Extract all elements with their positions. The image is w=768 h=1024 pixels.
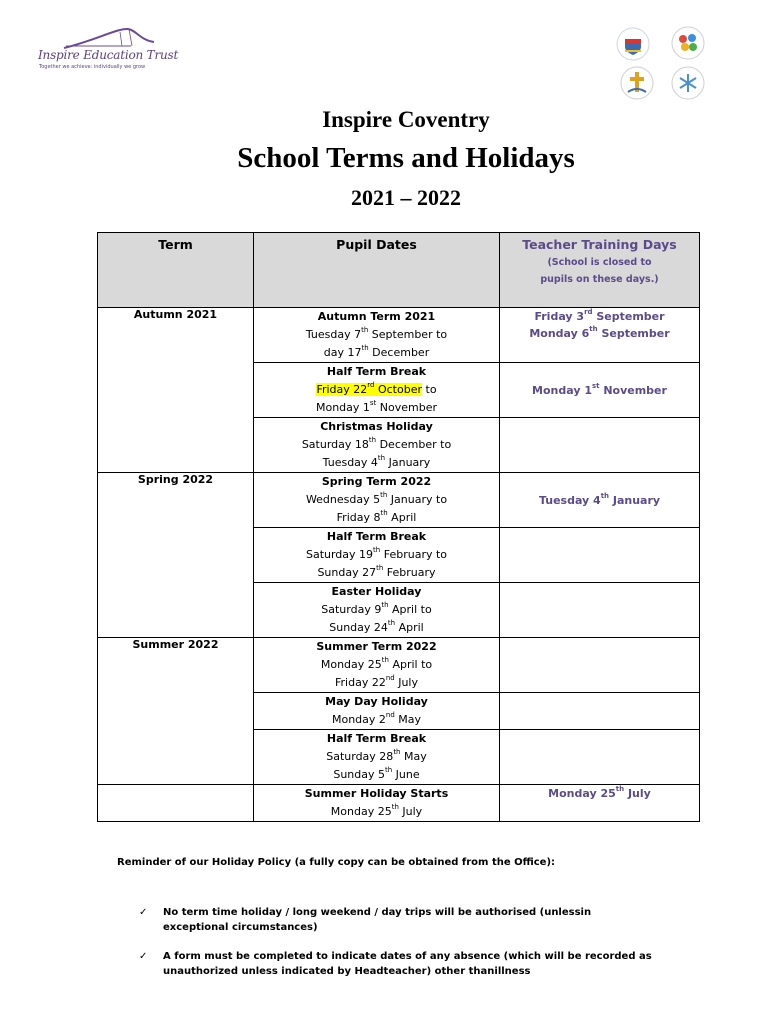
period-title: Christmas Holiday: [320, 420, 433, 433]
school-crest-1-icon: [616, 27, 650, 61]
logo-tagline: Together we achieve: individually we grow: [39, 64, 146, 70]
policy-item-text: No term time holiday / long weekend / day trips will be authorised (unlessin exceptional circumstances): [163, 907, 592, 933]
period-title: Half Term Break: [326, 732, 427, 745]
term-summer: Summer 2022: [98, 638, 254, 785]
pupil-dates-cell: [254, 418, 500, 473]
period-start: Saturday 19th February to: [305, 546, 448, 561]
pupil-dates-cell: [254, 308, 500, 363]
training-day: Friday 3rd September: [534, 308, 665, 323]
period-title: May Day Holiday: [325, 695, 428, 708]
policy-item-text: A form must be completed to indicate dates of any absence (which will be recorded as unauthorized unless indicated by Headteacher) other thanillness: [163, 951, 652, 977]
term-autumn: Autumn 2021: [98, 308, 254, 473]
term-dates-table: [97, 232, 700, 822]
period-end: Sunday 5th June: [333, 766, 420, 781]
pupil-dates-cell: [254, 785, 500, 822]
period-title: Half Term Break: [326, 365, 427, 378]
pupil-dates-cell: [254, 583, 500, 638]
period-title: Half Term Break: [326, 530, 427, 543]
pupil-dates-cell: [254, 693, 500, 730]
teacher-training-cell: [500, 363, 700, 418]
period-end: Monday 1st November: [315, 399, 438, 414]
teacher-training-cell: [500, 693, 700, 730]
period-start: Tuesday 7th September to: [305, 326, 448, 341]
pupil-dates-cell: [254, 638, 500, 693]
training-day: Monday 25th July: [548, 785, 651, 800]
period-end: Tuesday 4th January: [322, 454, 431, 469]
period-title: Summer Holiday Starts: [304, 787, 449, 800]
teacher-training-cell: [500, 528, 700, 583]
holiday-policy-title: Reminder of our Holiday Policy (a fully copy can be obtained from the Office):: [117, 857, 556, 868]
training-day: Monday 6th September: [529, 325, 670, 340]
teacher-training-note: [500, 254, 699, 288]
pupil-dates-cell: [254, 730, 500, 785]
table-row: [98, 638, 700, 693]
period-title: Autumn Term 2021: [317, 310, 436, 323]
teacher-training-cell: [500, 785, 700, 822]
teacher-training-column-header: [500, 233, 700, 308]
period-start: Friday 22rd October to: [316, 381, 437, 396]
snowflake-badge-icon: [671, 66, 705, 100]
period-end: Sunday 27th February: [317, 564, 436, 579]
teacher-training-cell: [500, 583, 700, 638]
table-header-row: [98, 233, 700, 308]
inspire-education-trust-logo: [36, 26, 186, 76]
pupil-dates-cell: [254, 473, 500, 528]
table-row: [98, 308, 700, 363]
pupil-dates-cell: [254, 363, 500, 418]
academic-year: 2021 – 2022: [351, 185, 461, 210]
period-start: Monday 2nd May: [331, 711, 422, 726]
pupil-dates-cell: [254, 528, 500, 583]
training-day: Tuesday 4th January: [538, 491, 661, 507]
highlighted-date: Friday 22rd October: [316, 381, 423, 396]
period-end: Friday 8th April: [336, 509, 417, 524]
term-column-header: Term: [98, 233, 254, 308]
table-row: [98, 785, 700, 822]
teacher-training-cell: [500, 473, 700, 528]
checkmark-icon: ✓: [139, 951, 148, 962]
period-start: Wednesday 5th January to: [305, 491, 448, 506]
organisation-heading: Inspire Coventry: [322, 107, 490, 132]
term-spring: Spring 2022: [98, 473, 254, 638]
teacher-training-cell: [500, 638, 700, 693]
teacher-training-title: Teacher Training Days: [522, 237, 677, 252]
period-title: Easter Holiday: [331, 585, 422, 598]
teacher-training-cell: [500, 730, 700, 785]
period-start: Monday 25th April to: [320, 656, 433, 671]
period-end: day 17th December: [323, 344, 430, 359]
hand-prints-badge-icon: [671, 26, 705, 60]
checkmark-icon: ✓: [139, 907, 148, 918]
period-title: Spring Term 2022: [321, 475, 432, 488]
period-end: Sunday 24th April: [329, 619, 424, 634]
policy-item: [139, 949, 659, 979]
cross-badge-icon: [620, 66, 654, 100]
period-end: Friday 22nd July: [334, 674, 418, 689]
teacher-training-cell: [500, 418, 700, 473]
period-start: Monday 25th July: [330, 803, 423, 818]
teacher-note-line-1: (School is closed to: [547, 257, 652, 268]
training-day: Monday 1st November: [532, 381, 667, 397]
period-start: Saturday 9th April to: [321, 601, 432, 616]
policy-item: [139, 905, 659, 935]
teacher-training-cell: [500, 308, 700, 363]
period-title: Summer Term 2022: [316, 640, 437, 653]
teacher-note-line-2: pupils on these days.): [540, 274, 659, 285]
page-title: School Terms and Holidays: [237, 142, 575, 174]
pupil-dates-column-header: Pupil Dates: [254, 233, 500, 308]
period-start: Saturday 28th May: [326, 748, 427, 763]
term-empty-cell: [98, 785, 254, 822]
logo-name: Inspire Education Trust: [38, 48, 179, 62]
table-row: [98, 473, 700, 528]
period-start: Saturday 18th December to: [301, 436, 452, 451]
